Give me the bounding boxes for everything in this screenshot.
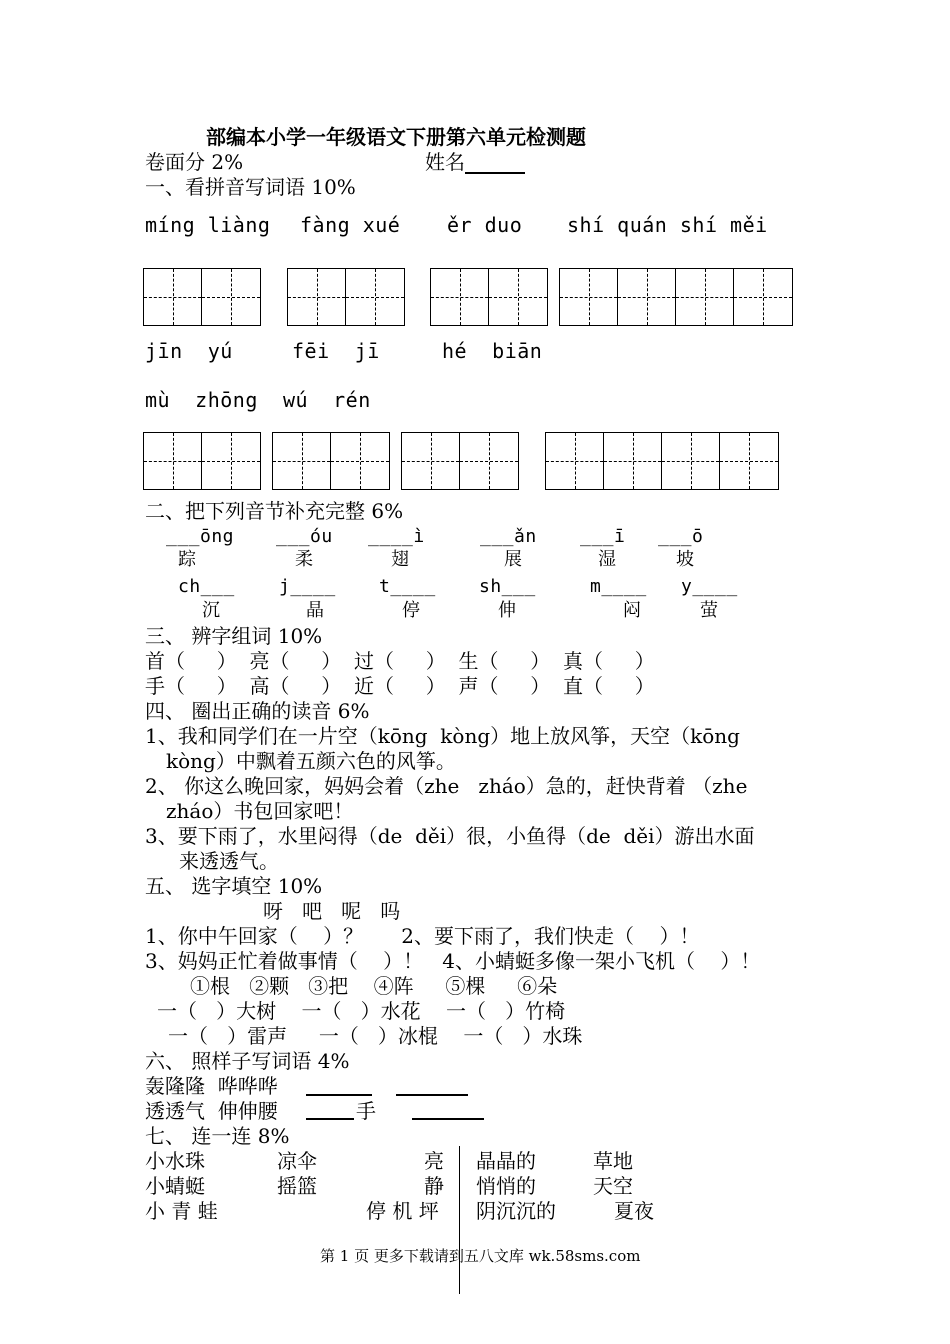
pinyin-2: fàng xué: [300, 213, 401, 237]
blank-6-2[interactable]: [396, 1094, 468, 1096]
match-left-2b: 摇篮: [277, 1174, 317, 1198]
question-5-12: 1、你中午回家（ ）？ 2、要下雨了，我们快走（ ）！: [145, 924, 700, 948]
match-left-3c: 停 机 坪: [366, 1199, 439, 1223]
char-11: 闷: [623, 600, 641, 621]
section3-heading: 三、 辨字组词 10%: [145, 624, 323, 648]
tian-grid-5[interactable]: [143, 432, 261, 490]
score-label: 卷面分 2%: [145, 150, 244, 174]
name-label: [425, 150, 525, 174]
section2-heading: 二、把下列音节补充完整 6%: [145, 499, 404, 523]
syllable-9: t____: [379, 576, 436, 597]
syllable-1: ___ōng: [166, 526, 235, 547]
tian-grid-4[interactable]: [559, 268, 793, 326]
pinyin-1: míng liàng: [145, 213, 271, 237]
name-label-text: 姓名: [425, 150, 465, 174]
tian-grid-6[interactable]: [272, 432, 390, 490]
tian-grid-7[interactable]: [401, 432, 519, 490]
tian-grid-3[interactable]: [430, 268, 548, 326]
match-left-3a: 小 青 蛙: [145, 1199, 218, 1223]
char-10: 伸: [498, 600, 516, 621]
example-row-1: 轰隆隆 哗哗哗: [145, 1074, 278, 1098]
char-9: 停: [402, 600, 420, 621]
char-12: 萤: [700, 600, 718, 621]
syllable-4: ___ǎn: [480, 526, 537, 547]
section1-heading: 一、看拼音写词语 10%: [145, 175, 356, 199]
question-4-1b: kòng）中飘着五颜六色的风筝。: [166, 749, 456, 773]
char-7: 沉: [202, 600, 220, 621]
syllable-6: ___ō: [658, 526, 704, 547]
question-4-2b: zháo）书包回家吧！: [166, 799, 354, 823]
syllable-2: ___óu: [276, 526, 333, 547]
blank-6-3[interactable]: [306, 1118, 354, 1120]
blank-6-4[interactable]: [412, 1118, 484, 1120]
pinyin-6: fēi jī: [292, 339, 380, 363]
pinyin-5: jīn yú: [145, 339, 233, 363]
match-left-1b: 凉伞: [277, 1149, 317, 1173]
pinyin-8: mù zhōng wú rén: [145, 388, 371, 412]
char-3: 翅: [391, 549, 409, 570]
measure-words: ①根 ②颗 ③把 ④阵 ⑤棵 ⑥朵: [190, 974, 558, 998]
question-4-3b: 来透透气。: [179, 849, 279, 873]
match-left-2a: 小蜻蜓: [145, 1174, 205, 1198]
pinyin-7: hé biān: [442, 339, 543, 363]
pinyin-4: shí quán shí měi: [567, 213, 768, 237]
match-right-2b: 天空: [593, 1174, 633, 1198]
tian-grid-2[interactable]: [287, 268, 405, 326]
measure-line-1: 一（ ）大树 一（ ）水花 一（ ）竹椅: [157, 999, 566, 1023]
syllable-12: y____: [681, 576, 738, 597]
char-1: 踪: [178, 549, 196, 570]
match-right-1a: 晶晶的: [476, 1149, 536, 1173]
tian-grid-1[interactable]: [143, 268, 261, 326]
syllable-8: j____: [279, 576, 336, 597]
char-5: 湿: [598, 549, 616, 570]
syllable-11: m____: [590, 576, 647, 597]
match-right-3a: 阴沉沉的: [476, 1199, 556, 1223]
char-6: 坡: [676, 549, 694, 570]
question-4-2a: 2、 你这么晚回家，妈妈会着（zhe zháo）急的，赶快背着 （zhe: [145, 774, 748, 798]
measure-line-2: 一（ ）雷声 一（ ）冰棍 一（ ）水珠: [168, 1024, 583, 1048]
divider-line: [459, 1146, 460, 1294]
syllable-10: sh___: [479, 576, 536, 597]
section6-heading: 六、 照样子写词语 4%: [145, 1049, 350, 1073]
match-left-2c: 静: [424, 1174, 444, 1198]
section5-heading: 五、 选字填空 10%: [145, 874, 323, 898]
match-right-3b: 夏夜: [614, 1199, 654, 1223]
example-row-2: 透透气 伸伸腰: [145, 1099, 278, 1123]
section4-heading: 四、 圈出正确的读音 6%: [145, 699, 370, 723]
match-right-1b: 草地: [593, 1149, 633, 1173]
tian-grid-8[interactable]: [545, 432, 779, 490]
char-8: 晶: [306, 600, 324, 621]
syllable-5: ___ī: [580, 526, 626, 547]
match-left-1a: 小水珠: [145, 1149, 205, 1173]
syllable-7: ch___: [178, 576, 235, 597]
question-5-34: 3、妈妈正忙着做事情（ ）！ 4、小蜻蜓多像一架小飞机（ ）！: [145, 949, 761, 973]
pinyin-3: ěr duo: [447, 213, 523, 237]
match-left-1c: 亮: [424, 1149, 444, 1173]
word-pair-line-1: 首（ ） 亮（ ） 过（ ） 生（ ） 真（ ）: [145, 649, 655, 673]
question-4-3a: 3、要下雨了，水里闷得（de děi）很，小鱼得（de děi）游出水面: [145, 824, 755, 848]
page-title: 部编本小学一年级语文下册第六单元检测题: [206, 125, 586, 149]
question-4-1a: 1、我和同学们在一片空（kōng kòng）地上放风筝，天空（kōng: [145, 724, 740, 748]
char-4: 展: [504, 549, 522, 570]
particle-options: 呀 吧 呢 吗: [263, 899, 401, 923]
syllable-3: ____ì: [368, 526, 425, 547]
name-blank[interactable]: [465, 152, 525, 174]
match-right-2a: 悄悄的: [476, 1174, 536, 1198]
char-2: 柔: [295, 549, 313, 570]
word-pair-line-2: 手（ ） 高（ ） 近（ ） 声（ ） 直（ ）: [145, 674, 655, 698]
page-footer: 第 1 页 更多下载请到五八文库 wk.58sms.com: [320, 1247, 641, 1265]
blank-6-1[interactable]: [306, 1094, 372, 1096]
shou-char: 手: [356, 1099, 376, 1123]
section7-heading: 七、 连一连 8%: [145, 1124, 290, 1148]
